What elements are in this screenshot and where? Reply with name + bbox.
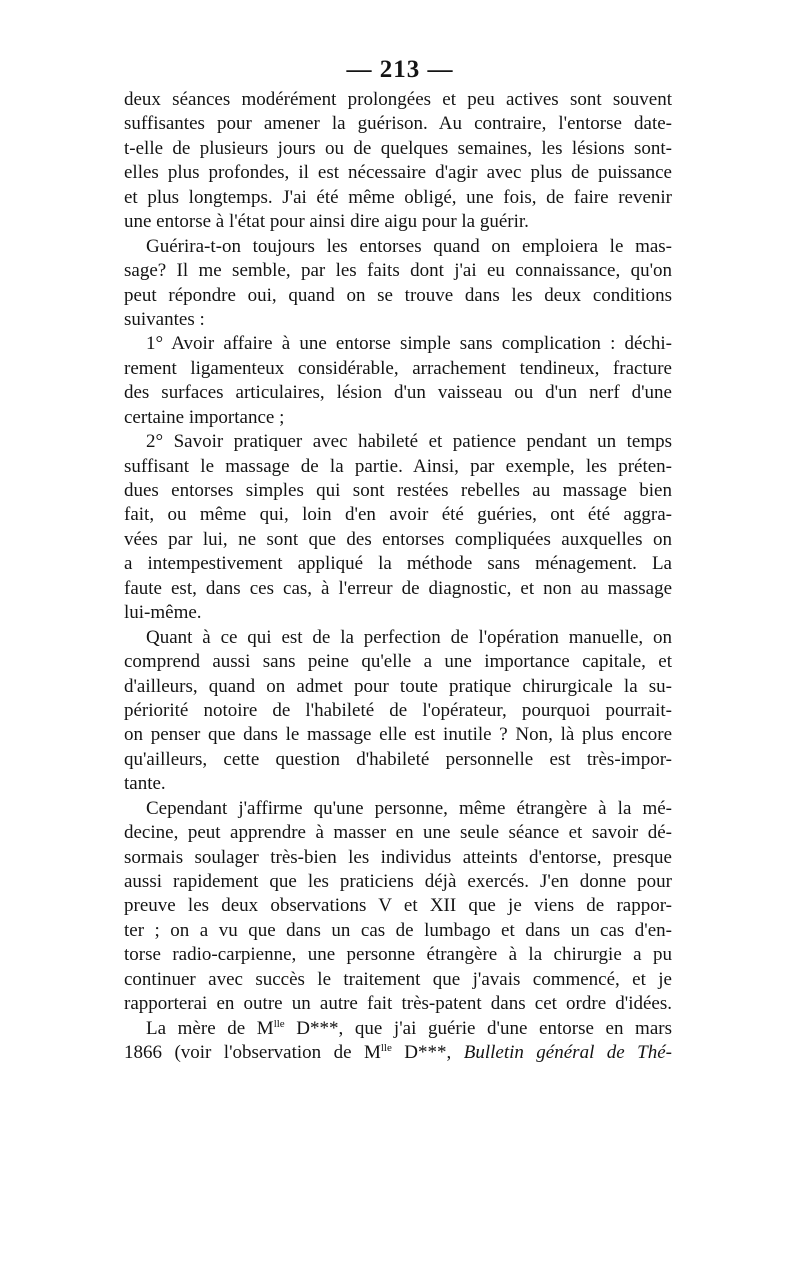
- text-line: Cependant j'affirme qu'une personne, même étrangère à la mé-: [146, 797, 672, 819]
- text-line: ter ; on a vu que dans un cas de lumbago et dans un cas d'en-: [124, 919, 672, 941]
- italic-title: Bulletin général de Thé-: [463, 1042, 672, 1064]
- text-line: peut répondre oui, quand on se trouve dans les deux conditions: [124, 284, 672, 306]
- text-line: continuer avec succès le traitement que j'avais commencé, et je: [124, 968, 672, 990]
- text-line: deux séances modérément prolongées et peu actives sont souvent: [124, 89, 672, 110]
- text-line: t-elle de plusieurs jours ou de quelques semaines, les lésions sont-: [124, 137, 672, 159]
- text-segment: La mère de M: [146, 1017, 274, 1039]
- text-line: comprend aussi sans peine qu'elle a une importance capitale, et: [124, 651, 672, 673]
- text-segment: D***,: [391, 1042, 464, 1064]
- text-line: 1° Avoir affaire à une entorse simple sans complication : déchi-: [146, 333, 672, 355]
- text-line: rapporterai en outre un autre fait très-patent dans cet ordre d'idées.: [124, 993, 672, 1015]
- text-line: une entorse à l'état pour ainsi dire aigu pour la guérir.: [124, 211, 529, 233]
- text-line: Guérira-t-on toujours les entorses quand on emploiera le mas-: [146, 235, 672, 257]
- text-line: certaine importance ;: [124, 406, 285, 428]
- text-line: suivantes :: [124, 308, 205, 330]
- text-line: a intempestivement appliqué la méthode sans ménagement. La: [124, 553, 672, 575]
- text-line: [124, 1017, 672, 1041]
- text-line: fait, ou même qui, loin d'en avoir été guéries, ont été aggra-: [124, 504, 672, 526]
- text-line: périorité notoire de l'habileté de l'opérateur, pourquoi pourrait-: [124, 699, 672, 721]
- text-line: qu'ailleurs, cette question d'habileté personnelle est très-impor-: [124, 748, 672, 770]
- text-line: suffisant le massage de la partie. Ainsi, par exemple, les préten-: [124, 455, 672, 477]
- text-line: Quant à ce qui est de la perfection de l'opération manuelle, on: [146, 626, 672, 648]
- text-line: d'ailleurs, quand on admet pour toute pratique chirurgicale la su-: [124, 675, 672, 697]
- text-line: on penser que dans le massage elle est inutile ? Non, là plus encore: [124, 724, 672, 746]
- text-line: faute est, dans ces cas, à l'erreur de diagnostic, et non au massage: [124, 577, 672, 599]
- text-line: [124, 1041, 672, 1065]
- text-line: lui-même.: [124, 602, 202, 624]
- text-line: elles plus profondes, il est nécessaire d'agir avec plus de puissance: [124, 162, 672, 184]
- text-line: des surfaces articulaires, lésion d'un vaisseau ou d'un nerf d'une: [124, 382, 672, 404]
- body-text: [124, 88, 672, 1066]
- text-line: tante.: [124, 773, 166, 795]
- text-line: 2° Savoir pratiquer avec habileté et patience pendant un temps: [146, 431, 672, 453]
- page-number: — 213 —: [346, 56, 454, 83]
- text-line: vées par lui, ne sont que des entorses compliquées auxquelles on: [124, 528, 672, 550]
- text-line: sage? Il me semble, par les faits dont j'ai eu connaissance, qu'on: [124, 260, 672, 282]
- text-line: rement ligamenteux considérable, arrachement tendineux, fracture: [124, 357, 672, 379]
- text-line: decine, peut apprendre à masser en une seule séance et savoir dé-: [124, 822, 672, 844]
- text-line: torse radio-carpienne, une personne étrangère à la chirurgie a pu: [124, 944, 672, 966]
- text-segment: 1866 (voir l'observation de M: [124, 1042, 381, 1064]
- text-segment: D***, que j'ai guérie d'une entorse en mars: [284, 1017, 672, 1039]
- text-line: sormais soulager très-bien les individus atteints d'entorse, presque: [124, 846, 672, 868]
- text-line: dues entorses simples qui sont restées rebelles au massage bien: [124, 480, 672, 501]
- superscript: lle: [273, 1017, 285, 1030]
- text-line: et plus longtemps. J'ai été même obligé, une fois, de faire revenir: [124, 186, 672, 208]
- text-line: preuve les deux observations V et XII que je viens de rappor-: [124, 895, 672, 917]
- text-line: suffisantes pour amener la guérison. Au contraire, l'entorse date-: [124, 113, 672, 135]
- text-line: aussi rapidement que les praticiens déjà exercés. J'en donne pour: [124, 871, 672, 892]
- superscript: lle: [380, 1042, 392, 1055]
